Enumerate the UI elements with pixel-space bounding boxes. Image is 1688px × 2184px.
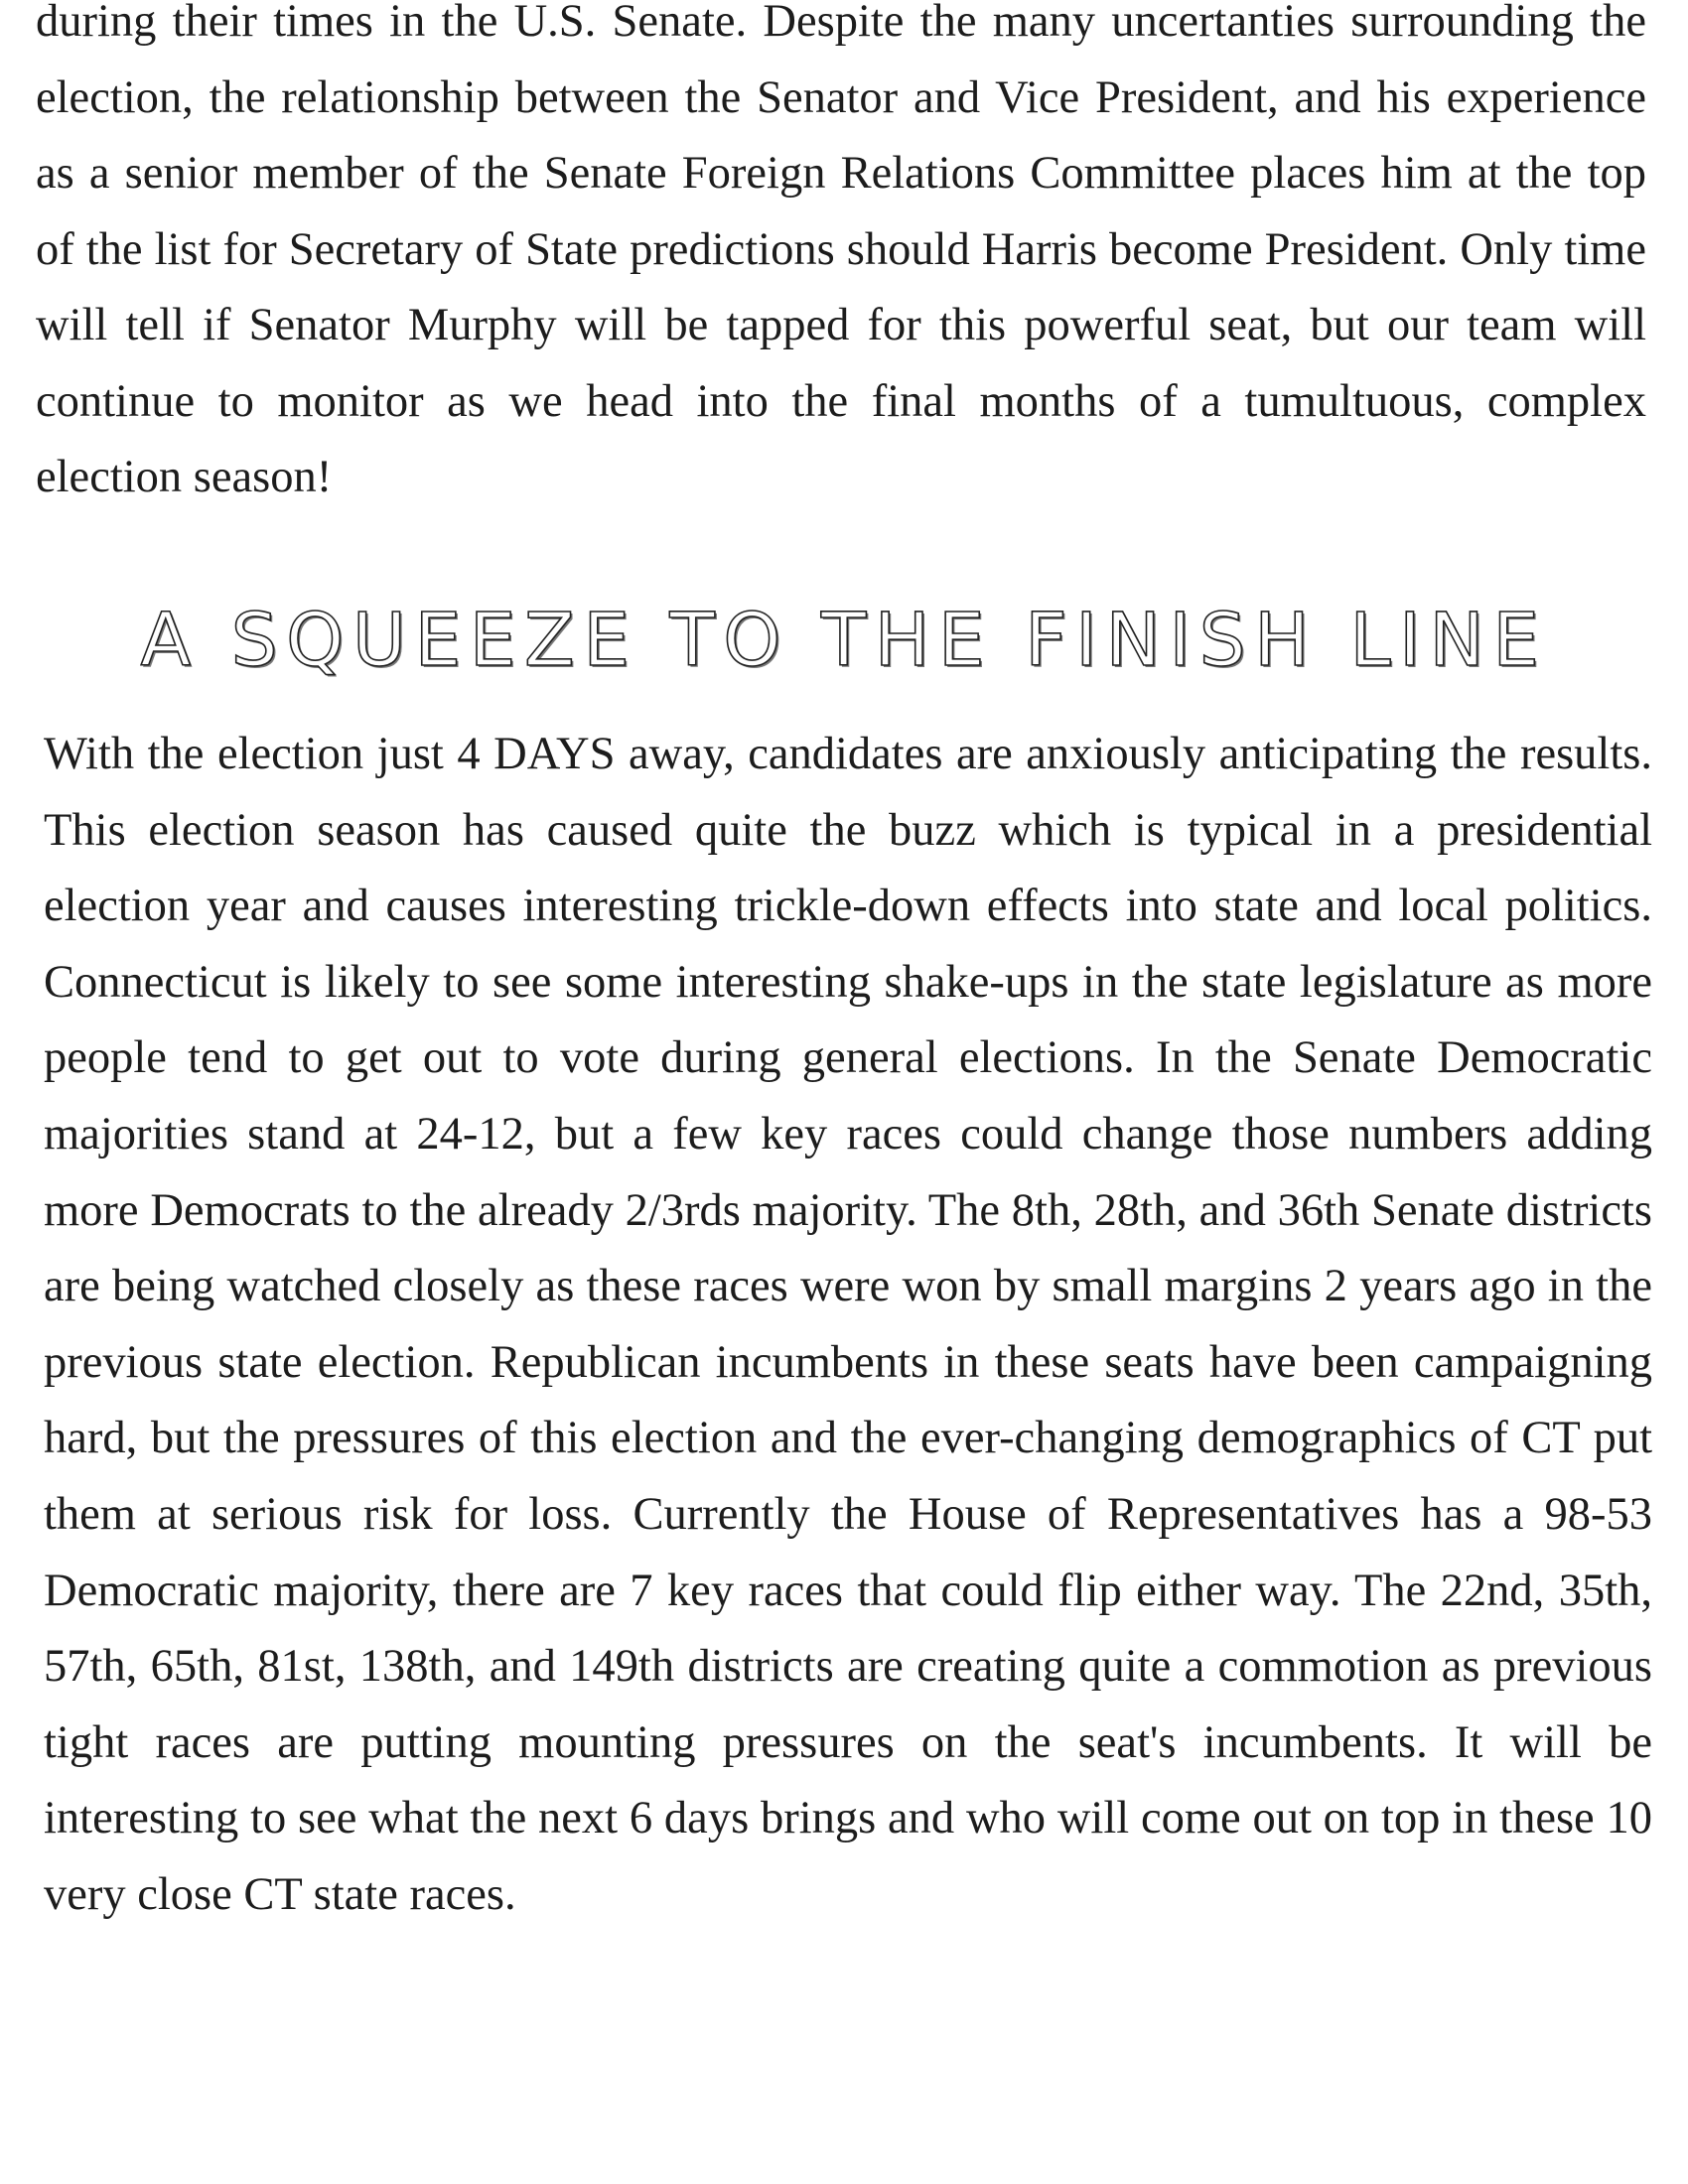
section-heading: A SQUEEZE TO THE FINISH LINE	[140, 598, 1548, 683]
section-paragraph: With the election just 4 DAYS away, candidates are anxiously anticipating the results. This election season has caused quite the buzz which is typical in a presidential election year and causes interesting trickle-down effects into state and local politics. Connecticut is likely to see some interesting shake-ups in the state legislature as more people tend to get out to vote during general elections. In the Senate Democratic majorities stand at 24-12, but a few key races could change those numbers adding more Democrats to the already 2/3rds majority. The 8th, 28th, and 36th Senate districts are being watched closely as these races were won by small margins 2 years ago in the previous state election. Republican incumbents in these seats have been campaigning hard, but the pressures of this election and the ever-changing demographics of CT put them at serious risk for loss. Currently the House of Representatives has a 98-53 Democratic majority, there are 7 key races that could flip either way. The 22nd, 35th, 57th, 65th, 81st, 138th, and 149th districts are creating quite a commotion as previous tight races are putting mounting pressures on the seat's incumbents. It will be interesting to see what the next 6 days brings and who will come out on top in these 10 very close CT state races.	[44, 729, 1652, 1920]
intro-paragraph: during their times in the U.S. Senate. Despite the many uncertanties surrounding the election, the relationship between the Senator and Vice President, and his experience as a senior member of the Senate Foreign Relations Committee places him at the top of the list for Secretary of State predictions should Harris become President. Only time will tell if Senator Murphy will be tapped for this powerful seat, but our team will continue to monitor as we head into the final months of a tumultuous, complex election season!	[36, 0, 1646, 502]
